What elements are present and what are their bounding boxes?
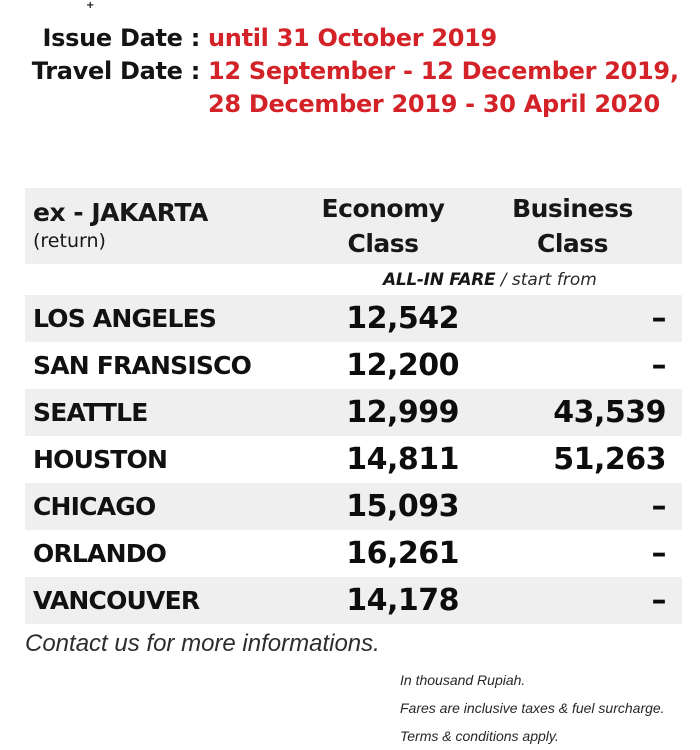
travel-date-value-line2: 28 December 2019 - 30 April 2020 bbox=[208, 90, 660, 118]
business-fare-cell: – bbox=[651, 536, 666, 571]
all-in-fare-note bbox=[25, 264, 682, 295]
table-row-chicago bbox=[25, 483, 682, 530]
fare-table-header bbox=[25, 188, 682, 264]
city-cell: ORLANDO bbox=[33, 539, 167, 568]
city-cell: LOS ANGELES bbox=[33, 304, 217, 333]
table-row-san-fransisco bbox=[25, 342, 682, 389]
business-fare-cell: 51,263 bbox=[553, 442, 666, 477]
business-header-cell bbox=[479, 191, 682, 261]
table-row-seattle bbox=[25, 389, 682, 436]
footnote-thousand-rupiah: In thousand Rupiah. bbox=[400, 672, 526, 688]
economy-header-line1: Economy bbox=[321, 194, 445, 223]
table-row-houston bbox=[25, 436, 682, 483]
table-row-orlando bbox=[25, 530, 682, 577]
contact-note: Contact us for more informations. bbox=[25, 630, 380, 657]
table-row-vancouver bbox=[25, 577, 682, 624]
city-cell: SEATTLE bbox=[33, 398, 148, 427]
issue-date-row bbox=[0, 22, 700, 55]
issue-date-value: until 31 October 2019 bbox=[208, 24, 497, 52]
fare-table-body bbox=[25, 295, 682, 624]
travel-date-label: Travel Date : bbox=[31, 57, 200, 85]
city-cell: VANCOUVER bbox=[33, 586, 200, 615]
economy-fare-cell: 14,178 bbox=[346, 583, 459, 618]
travel-date-row-continued bbox=[0, 88, 700, 121]
business-header-line1: Business bbox=[512, 194, 633, 223]
origin-title: ex - JAKARTA bbox=[33, 198, 208, 227]
economy-fare-cell: 16,261 bbox=[346, 536, 459, 571]
travel-date-row bbox=[0, 55, 700, 88]
business-fare-cell: – bbox=[651, 583, 666, 618]
all-in-fare-label: ALL-IN FARE bbox=[383, 269, 496, 290]
footnote-terms-conditions: Terms & conditions apply. bbox=[400, 728, 559, 744]
validity-dates-block bbox=[0, 0, 700, 121]
economy-fare-cell: 12,999 bbox=[346, 395, 459, 430]
economy-header-line2: Class bbox=[347, 229, 419, 258]
economy-fare-cell: 12,542 bbox=[346, 301, 459, 336]
business-fare-cell: – bbox=[651, 301, 666, 336]
origin-header-cell bbox=[25, 198, 307, 254]
issue-date-label: Issue Date : bbox=[42, 24, 200, 52]
travel-date-label-spacer bbox=[0, 88, 200, 121]
city-cell: SAN FRANSISCO bbox=[33, 351, 252, 380]
city-cell: CHICAGO bbox=[33, 492, 156, 521]
origin-subtitle: (return) bbox=[33, 230, 106, 252]
artifact-plus-mark: + bbox=[86, 0, 95, 11]
footnote-inclusive-taxes: Fares are inclusive taxes & fuel surcharge. bbox=[400, 700, 665, 716]
fare-table bbox=[25, 188, 682, 624]
economy-fare-cell: 15,093 bbox=[346, 489, 459, 524]
business-fare-cell: – bbox=[651, 489, 666, 524]
economy-fare-cell: 14,811 bbox=[346, 442, 459, 477]
start-from-label: / start from bbox=[495, 269, 597, 290]
table-row-los-angeles bbox=[25, 295, 682, 342]
footnotes-block bbox=[400, 666, 700, 750]
city-cell: HOUSTON bbox=[33, 445, 168, 474]
business-header-line2: Class bbox=[536, 229, 609, 258]
business-fare-cell: – bbox=[651, 348, 666, 383]
economy-header-cell bbox=[307, 191, 479, 261]
economy-fare-cell: 12,200 bbox=[346, 348, 459, 383]
travel-date-value-line1: 12 September - 12 December 2019, bbox=[208, 57, 679, 85]
business-fare-cell: 43,539 bbox=[553, 395, 666, 430]
